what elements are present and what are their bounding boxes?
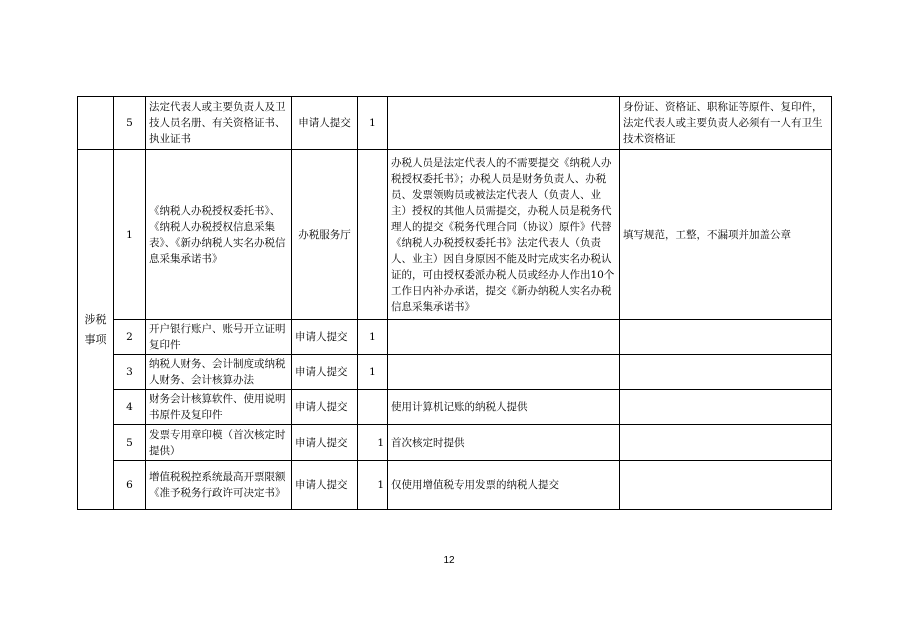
material-cell: 发票专用章印模（首次核定时提供） (146, 425, 292, 461)
quantity-cell: 1 (358, 320, 388, 355)
material-cell: 纳税人财务、会计制度或纳税人财务、会计核算办法 (146, 355, 292, 390)
source-cell: 申请人提交 (292, 355, 358, 390)
material-cell: 《纳税人办税授权委托书》、《纳税人办税授权信息采集表》、《新办纳税人实名办税信息采集承诺书》 (146, 150, 292, 320)
category-cell-empty (78, 97, 114, 150)
quantity-cell: 1 (358, 461, 388, 510)
note-cell (388, 320, 620, 355)
material-cell: 财务会计核算软件、使用说明书原件及复印件 (146, 390, 292, 425)
requirement-cell (620, 320, 832, 355)
note-cell (388, 355, 620, 390)
table-row (78, 425, 832, 461)
source-cell: 申请人提交 (292, 320, 358, 355)
quantity-cell (358, 150, 388, 320)
source-cell: 申请人提交 (292, 461, 358, 510)
note-cell: 使用计算机记账的纳税人提供 (388, 390, 620, 425)
quantity-cell (358, 390, 388, 425)
source-cell: 申请人提交 (292, 97, 358, 150)
row-number: 3 (114, 355, 146, 390)
table-row (78, 320, 832, 355)
source-cell: 办税服务厅 (292, 150, 358, 320)
note-cell: 办税人员是法定代表人的不需要提交《纳税人办税授权委托书》；办税人员是财务负责人、办税员、发票领购员或被法定代表人（负责人、业主）授权的其他人员需提交，办税人员是税务代理人的提交《税务代理合同（协议）原件》代替《纳税人办税授权委托书》法定代表人（负责人、业主）因自身原因不能及时完成实名办税认证的，可由授权委派办税人员或经办人作出10个工作日内补办承诺，提交《新办纳税人实名办税信息采集承诺书》 (388, 150, 620, 320)
table-row (78, 390, 832, 425)
row-number: 6 (114, 461, 146, 510)
source-cell: 申请人提交 (292, 425, 358, 461)
note-cell: 仅使用增值税专用发票的纳税人提交 (388, 461, 620, 510)
row-number: 1 (114, 150, 146, 320)
table-row (78, 97, 832, 150)
requirement-cell (620, 390, 832, 425)
table-row (78, 150, 832, 320)
source-cell: 申请人提交 (292, 390, 358, 425)
page-number: 12 (443, 555, 455, 566)
material-cell: 增值税税控系统最高开票限额《准予税务行政许可决定书》 (146, 461, 292, 510)
requirement-cell: 身份证、资格证、职称证等原件、复印件，法定代表人或主要负责人必须有一人有卫生技术资格证 (620, 97, 832, 150)
section-label: 涉税事项 (78, 150, 114, 510)
row-number: 5 (114, 425, 146, 461)
quantity-cell: 1 (358, 425, 388, 461)
requirement-cell (620, 425, 832, 461)
material-cell: 开户银行账户、账号开立证明复印件 (146, 320, 292, 355)
table-row (78, 461, 832, 510)
requirement-cell (620, 355, 832, 390)
row-number: 4 (114, 390, 146, 425)
requirement-cell: 填写规范，工整，不漏项并加盖公章 (620, 150, 832, 320)
quantity-cell: 1 (358, 97, 388, 150)
material-cell: 法定代表人或主要负责人及卫技人员名册、有关资格证书、执业证书 (146, 97, 292, 150)
requirements-table (77, 96, 832, 510)
row-number: 5 (114, 97, 146, 150)
note-cell: 首次核定时提供 (388, 425, 620, 461)
quantity-cell: 1 (358, 355, 388, 390)
note-cell (388, 97, 620, 150)
row-number: 2 (114, 320, 146, 355)
requirement-cell (620, 461, 832, 510)
table-row (78, 355, 832, 390)
